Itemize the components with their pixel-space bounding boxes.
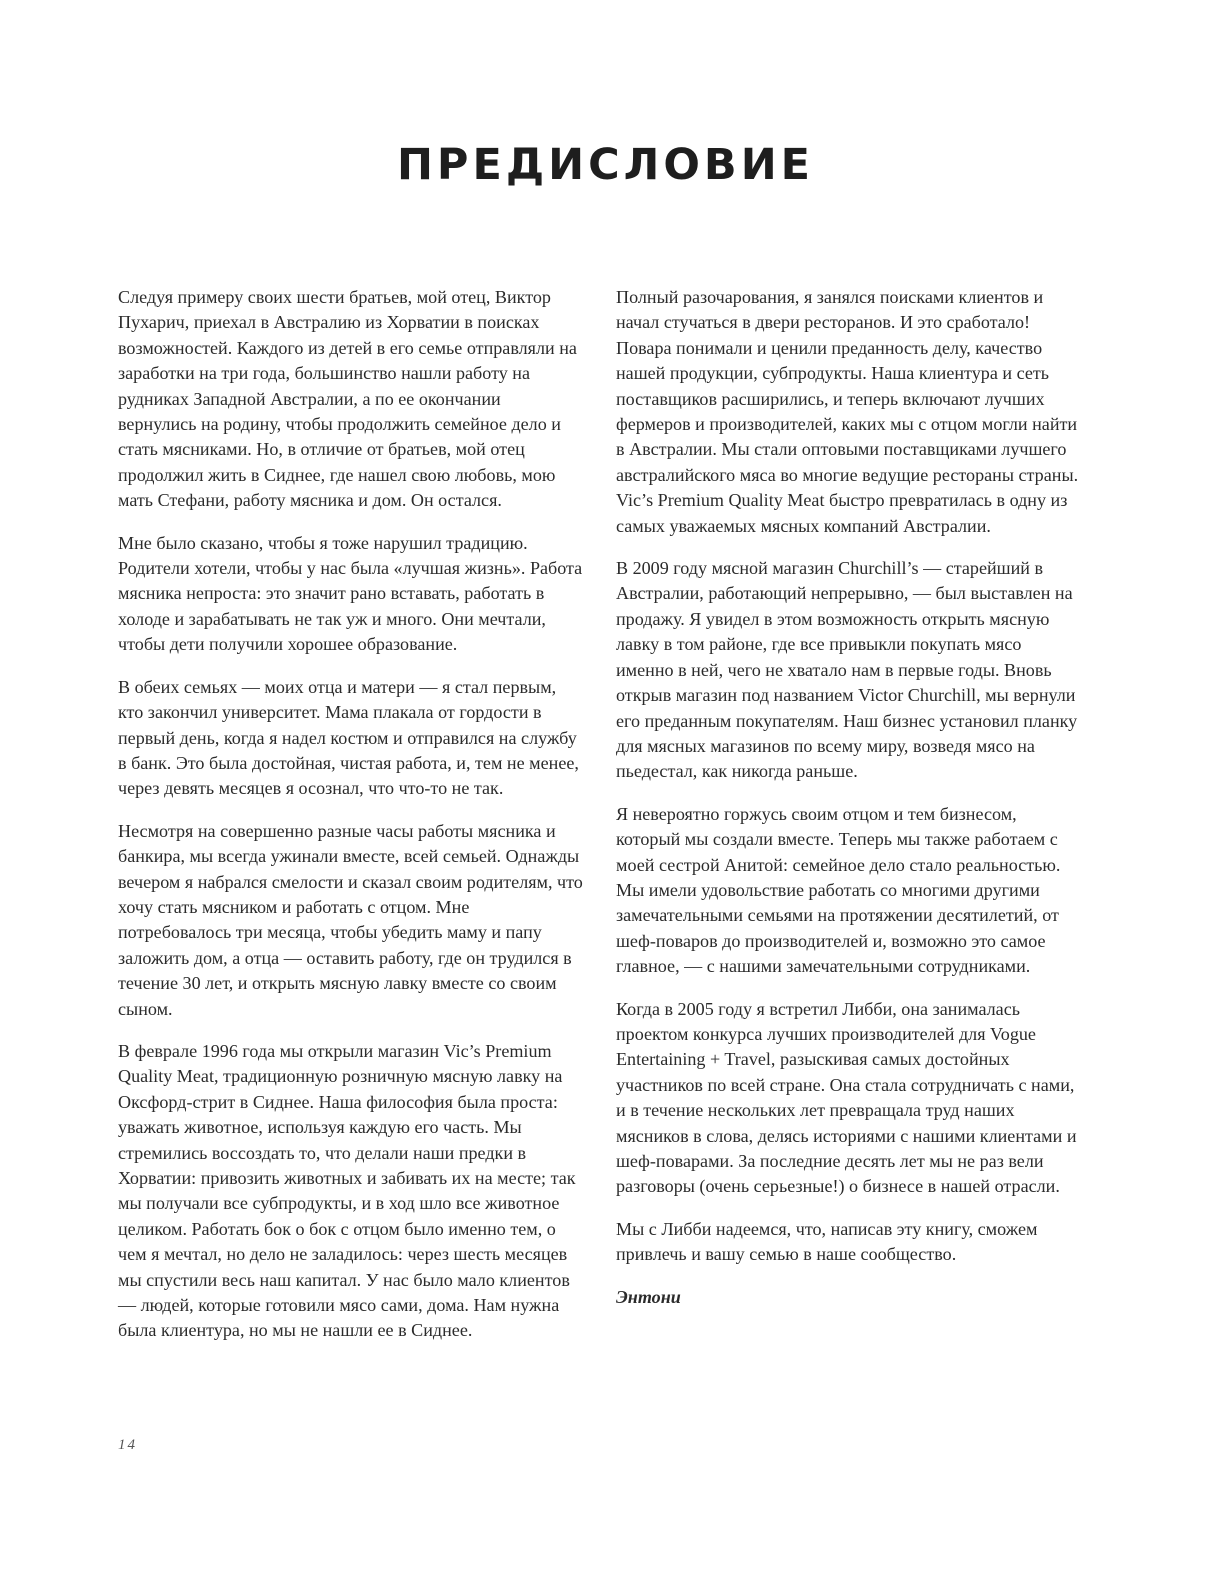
paragraph: Я невероятно горжусь своим отцом и тем бизнесом, который мы создали вместе. Теперь мы также работаем с моей сестрой Анитой: семейное дело стало реальностью. Мы имели удовольствие работать со многими другими замечательными семьями на протяжении десятилетий, от шеф-поваров до производителей и, возможно это самое главное, — с нашими замечательными сотрудниками.	[616, 803, 1061, 977]
page-number: 14	[118, 1437, 137, 1453]
paragraph: Следуя примеру своих шести братьев, мой отец, Виктор Пухарич, приехал в Австралию из Хорватии в поисках возможностей. Каждого из детей в его семье отправляли на заработки на три года, большинство нашли работу на рудниках Западной Австралии, а по ее окончании вернулись на родину, чтобы продолжить семейное дело и стать мясниками. Но, в отличие от братьев, мой отец продолжил жить в Сиднее, где нашел свою любовь, мою мать Стефани, работу мясника и дом. Он остался.	[118, 287, 577, 511]
paragraph: Мне было сказано, чтобы я тоже нарушил традицию. Родители хотели, чтобы у нас была «лучшая жизнь». Работа мясника непроста: это значит рано вставать, работать в холоде и зарабатывать не так уж и много. Они мечтали, чтобы дети получили хорошее образование.	[118, 532, 583, 655]
paragraph: Несмотря на совершенно разные часы работы мясника и банкира, мы всегда ужинали вместе, всей семьей. Однажды вечером я набрался смелости и сказал своим родителям, что хочу стать мясником и работать с отцом. Мне потребовалось три месяца, чтобы убедить маму и папу заложить дом, а отца — оставить работу, где он трудился в течение 30 лет, и открыть мясную лавку вместе со своим сыном.	[118, 820, 583, 1019]
paragraph: Когда в 2005 году я встретил Либби, она занималась проектом конкурса лучших производителей для Vogue Entertaining + Travel, разыскивая самых достойных участников по всей стране. Она стала сотрудничать с нами, и в течение нескольких лет превращала труд наших мясников в слова, делясь историями с нашими клиентами и шеф-поварами. За последние десять лет мы не раз вели разговоры (очень серьезные!) о бизнесе в нашей отрасли.	[616, 998, 1077, 1197]
paragraph: Полный разочарования, я занялся поисками клиентов и начал стучаться в двери ресторанов. И это сработало! Повара понимали и ценили преданность делу, качество нашей продукции, субпродукты. Наша клиентура и сеть поставщиков расширились, и теперь включают лучших фермеров и производителей, каких мы с отцом могли найти в Австралии. Мы стали оптовыми поставщиками лучшего австралийского мяса во многие ведущие рестораны страны. Vic’s Premium Quality Meat быстро превратилась в одну из самых уважаемых мясных компаний Австралии.	[616, 287, 1079, 536]
author-signature: Энтони	[616, 1286, 681, 1307]
left-column	[118, 285, 583, 1361]
paragraph: В 2009 году мясной магазин Churchill’s — старейший в Австралии, работающий непрерывно, — был выставлен на продажу. Я увидел в этом возможность открыть мясную лавку в том районе, где все привыкли покупать мясо именно в ней, чего не хватало нам в первые годы. Вновь открыв магазин под названием Victor Churchill, мы вернули его преданным покупателям. Наш бизнес установил планку для мясных магазинов по всему миру, возведя мясо на пьедестал, как никогда раньше.	[616, 558, 1078, 782]
paragraph: В обеих семьях — моих отца и матери — я стал первым, кто закончил университет. Мама плакала от гордости в первый день, когда я надел костюм и отправился на службу в банк. Это была достойная, чистая работа, и, тем не менее, через девять месяцев я осознал, что что-то не так.	[118, 676, 579, 799]
page-title: ПРЕДИСЛОВИЕ	[396, 140, 815, 190]
paragraph: В феврале 1996 года мы открыли магазин Vic’s Premium Quality Meat, традиционную розничную мясную лавку на Оксфорд-стрит в Сиднее. Наша философия была проста: уважать животное, используя каждую его часть. Мы стремились воссоздать то, что делали наши предки в Хорватии: привозить животных и забивать их на месте; так мы получали все субпродукты, и в ход шло все животное целиком. Работать бок о бок с отцом было именно тем, о чем я мечтал, но дело не заладилось: через шесть месяцев мы спустили весь наш капитал. У нас было мало клиентов — людей, которые готовили мясо сами, дома. Нам нужна была клиентура, но мы не нашли ее в Сиднее.	[118, 1040, 576, 1341]
right-column	[616, 285, 1081, 1327]
paragraph: Мы с Либби надеемся, что, написав эту книгу, сможем привлечь и вашу семью в наше сообщество.	[616, 1218, 1038, 1265]
